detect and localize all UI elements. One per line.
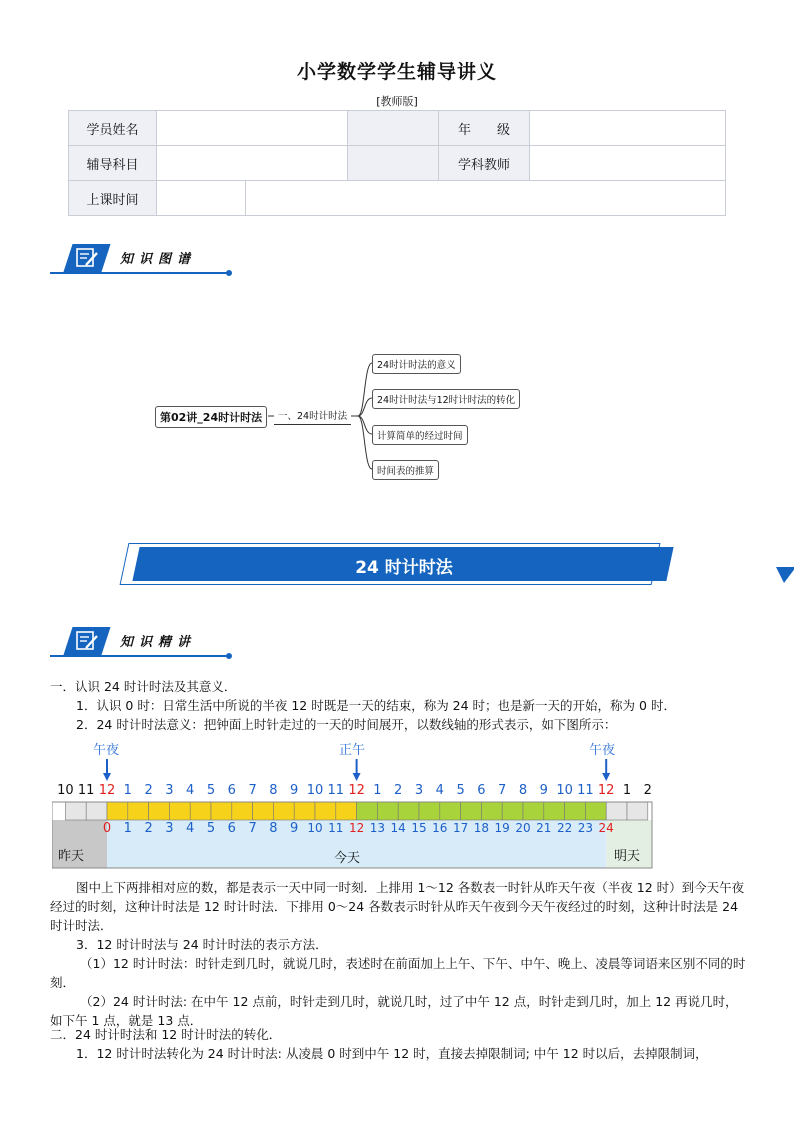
timeline-cell bbox=[190, 802, 211, 820]
timeline-top-number: 1 bbox=[622, 783, 632, 798]
timeline-bottom-number: 20 bbox=[515, 821, 531, 835]
timeline-cell bbox=[377, 802, 398, 820]
label-subject: 辅导科目 bbox=[69, 146, 157, 181]
timeline-cell bbox=[606, 802, 627, 820]
section-title: 知识精讲 bbox=[120, 635, 197, 650]
paragraph: 2．24 时计时法意义：把钟面上时针走过的一天的时间展开，以数线轴的形式表示，如下图所示： bbox=[76, 717, 617, 732]
timeline-top-number: 12 bbox=[98, 783, 116, 798]
timeline-bottom-number: 19 bbox=[494, 821, 510, 835]
banner-corner bbox=[776, 567, 794, 585]
mindmap-root: 第02讲_24时计时法 bbox=[155, 406, 267, 428]
timeline-top-number: 9 bbox=[539, 783, 548, 798]
timeline-cell bbox=[585, 802, 606, 820]
arrow-head bbox=[353, 773, 361, 781]
paragraph: 1．认识 0 时：日常生活中所说的半夜 12 时既是一天的结束，称为 24 时；也是新一天的开始，称为 0 时． bbox=[76, 698, 676, 713]
timeline-cell bbox=[565, 802, 586, 820]
field-grade[interactable] bbox=[530, 111, 726, 146]
timeline-top-number: 11 bbox=[577, 783, 594, 798]
label-noon: 正午 bbox=[339, 743, 366, 758]
paragraph: 二．24 时计时法和 12 时计时法的转化． bbox=[50, 1027, 282, 1042]
timeline-cell bbox=[169, 802, 190, 820]
timeline-bottom-number: 21 bbox=[536, 821, 552, 835]
paragraph: 1．12 时计时法转化为 24 时计时法: 从凌晨 0 时到中午 12 时，直接去掉限制词; 中午 12 时以后，去掉限制词， bbox=[76, 1046, 708, 1061]
label-teacher: 学科教师 bbox=[439, 146, 530, 181]
label-student-name: 学员姓名 bbox=[69, 111, 157, 146]
label-midnight-right: 午夜 bbox=[589, 743, 616, 758]
timeline-bottom-number: 11 bbox=[328, 821, 344, 835]
paragraph: （1）12 时计时法：时针走到几时，就说几时，表述时在前面加上上午、下午、中午、晚上、凌晨等词语来区别不同的时刻． bbox=[50, 956, 746, 990]
mindmap-child: 时间表的推算 bbox=[372, 460, 439, 480]
mindmap-child: 计算简单的经过时间 bbox=[372, 425, 468, 445]
timeline-cell bbox=[523, 802, 544, 820]
field-teacher[interactable] bbox=[530, 146, 726, 181]
timeline-top-number: 7 bbox=[248, 783, 257, 798]
timeline-cell bbox=[440, 802, 461, 820]
timeline-top-number: 10 bbox=[57, 783, 74, 798]
timeline-bottom-number: 17 bbox=[452, 821, 469, 835]
timeline-top-number: 3 bbox=[165, 783, 174, 798]
timeline-top-number: 7 bbox=[498, 783, 507, 798]
field-time[interactable] bbox=[157, 181, 726, 216]
mindmap-child: 24时计时法的意义 bbox=[372, 354, 461, 374]
timeline-bottom-number: 6 bbox=[227, 821, 236, 836]
timeline-bottom-number: 8 bbox=[269, 821, 278, 836]
timeline-cell bbox=[273, 802, 294, 820]
arrow-head bbox=[602, 773, 610, 781]
timeline-top-number: 5 bbox=[206, 783, 216, 798]
timeline-top-number: 3 bbox=[414, 783, 424, 798]
timeline-cell bbox=[502, 802, 523, 820]
timeline-top-number: 6 bbox=[477, 783, 486, 798]
timeline-top-number: 2 bbox=[643, 783, 652, 798]
timeline-top-number: 12 bbox=[348, 783, 365, 798]
timeline-bottom-number: 1 bbox=[123, 821, 132, 836]
timeline-cell bbox=[232, 802, 253, 820]
timeline-figure bbox=[52, 737, 662, 872]
timeline-cell bbox=[128, 802, 149, 820]
info-table bbox=[68, 110, 726, 216]
page-subtitle: [教师版] bbox=[376, 95, 418, 108]
timeline-bottom-number: 14 bbox=[390, 821, 406, 835]
timeline-bottom-number: 18 bbox=[473, 821, 490, 835]
timeline-top-number: 4 bbox=[186, 783, 195, 798]
section-header-knowledge-map bbox=[50, 244, 232, 276]
timeline-cell bbox=[107, 802, 128, 820]
section-header-knowledge-detail bbox=[50, 627, 232, 659]
timeline-bottom-number: 4 bbox=[186, 821, 195, 836]
timeline-bottom-number: 16 bbox=[432, 821, 448, 835]
timeline-cell bbox=[315, 802, 336, 820]
timeline-bottom-number: 5 bbox=[206, 821, 216, 836]
timeline-bottom-number: 13 bbox=[369, 821, 386, 835]
timeline-top-number: 4 bbox=[435, 783, 444, 798]
timeline-top-number: 1 bbox=[373, 783, 382, 798]
field-subject[interactable] bbox=[157, 146, 348, 181]
section-title: 知识图谱 bbox=[120, 252, 197, 267]
timeline-bottom-number: 3 bbox=[165, 821, 174, 836]
timeline-top-number: 8 bbox=[518, 783, 528, 798]
paragraph: 3．12 时计时法与 24 时计时法的表示方法． bbox=[76, 937, 328, 952]
timeline-bottom-number: 2 bbox=[144, 821, 153, 836]
paragraph: 一．认识 24 时计时法及其意义． bbox=[50, 679, 237, 694]
timeline-bottom-number: 24 bbox=[598, 821, 614, 835]
timeline-top-number: 1 bbox=[123, 783, 132, 798]
timeline-cell bbox=[544, 802, 565, 820]
timeline-cell bbox=[294, 802, 315, 820]
timeline-top-number: 10 bbox=[306, 783, 324, 798]
timeline-top-number: 2 bbox=[144, 783, 153, 798]
field-student-name[interactable] bbox=[157, 111, 348, 146]
timeline-cell bbox=[461, 802, 482, 820]
timeline-top-number: 2 bbox=[394, 783, 403, 798]
timeline-bottom-number: 22 bbox=[556, 821, 573, 835]
timeline-top-number: 11 bbox=[77, 783, 95, 798]
timeline-top-number: 6 bbox=[227, 783, 236, 798]
timeline-cell bbox=[627, 802, 648, 820]
timeline-cell bbox=[336, 802, 357, 820]
timeline-bottom-number: 12 bbox=[348, 821, 365, 835]
label-time: 上课时间 bbox=[69, 181, 157, 216]
label-grade: 年 级 bbox=[439, 111, 530, 146]
timeline-cell bbox=[481, 802, 502, 820]
label-today: 今天 bbox=[334, 851, 361, 866]
label-midnight-left: 午夜 bbox=[93, 743, 120, 758]
paragraph: 图中上下两排相对应的数，都是表示一天中同一时刻．上排用 1～12 各数表一时针从昨天午夜（半夜 12 时）到今天午夜经过的时刻，这种计时法是 12 时计时法．下排用 0～24 各数表示时针从昨天午夜到今天午夜经过的时刻，这种计时法是 24 时计时法． bbox=[50, 880, 745, 933]
cell-shaded bbox=[348, 146, 439, 181]
label-yesterday: 昨天 bbox=[58, 849, 85, 864]
paragraph: （2）24 时计时法: 在中午 12 点前，时针走到几时，就说几时，过了中午 12 点，时针走到几时，加上 12 再说几时，如下午 1 点，就是 13 点． bbox=[50, 994, 738, 1028]
timeline-top-number: 12 bbox=[597, 783, 615, 798]
timeline-top-number: 11 bbox=[327, 783, 345, 798]
timeline-cell bbox=[419, 802, 440, 820]
mindmap-child: 24时计时法与12时计时法的转化 bbox=[372, 389, 520, 409]
pencil-note-icon bbox=[74, 247, 100, 269]
timeline-bottom-number: 9 bbox=[290, 821, 299, 836]
timeline-cell bbox=[86, 802, 107, 820]
pencil-note-icon bbox=[74, 630, 100, 652]
timeline-bottom-number: 10 bbox=[307, 821, 323, 835]
timeline-top-number: 5 bbox=[456, 783, 465, 798]
timeline-bottom-number: 15 bbox=[411, 821, 427, 835]
timeline-top-number: 10 bbox=[556, 783, 573, 798]
timeline-cell bbox=[253, 802, 274, 820]
timeline-bottom-number: 0 bbox=[102, 821, 112, 836]
timeline-cell bbox=[211, 802, 232, 820]
mindmap-middle: 一、24时计时法 bbox=[274, 406, 351, 425]
timeline-top-number: 8 bbox=[269, 783, 278, 798]
timeline-cell bbox=[149, 802, 170, 820]
label-tomorrow: 明天 bbox=[614, 849, 641, 864]
timeline-cell bbox=[65, 802, 86, 820]
arrow-head bbox=[103, 773, 111, 781]
timeline-bottom-number: 23 bbox=[577, 821, 594, 835]
topic-banner bbox=[124, 543, 672, 585]
timeline-top-number: 9 bbox=[290, 783, 299, 798]
banner-title: 24 时计时法 bbox=[355, 558, 453, 578]
page-title: 小学数学学生辅导讲义 bbox=[296, 61, 497, 83]
timeline-bottom-number: 7 bbox=[248, 821, 257, 836]
cell-shaded bbox=[348, 111, 439, 146]
timeline-cell bbox=[357, 802, 378, 820]
timeline-cell bbox=[398, 802, 419, 820]
